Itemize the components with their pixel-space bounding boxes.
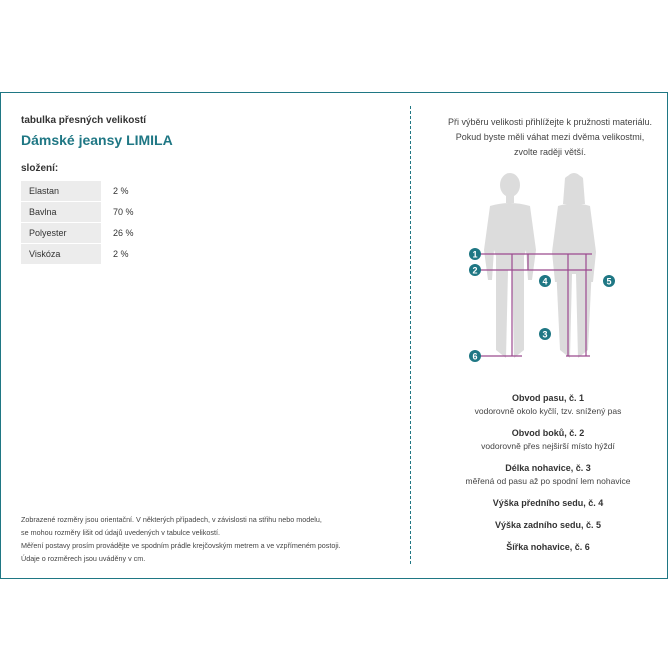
material-percent: 26 % bbox=[113, 228, 134, 238]
measurement-title: Šířka nohavice, č. 6 bbox=[506, 542, 590, 552]
measurement-title: Výška předního sedu, č. 4 bbox=[492, 498, 604, 508]
female-silhouette bbox=[552, 173, 596, 358]
material-name: Elastan bbox=[21, 181, 101, 202]
marker-4 bbox=[539, 275, 551, 287]
composition-row bbox=[21, 181, 134, 202]
measurement-description: měřená od pasu až po spodní lem nohavice bbox=[465, 476, 631, 486]
measurement-figure bbox=[462, 170, 622, 370]
material-name: Polyester bbox=[21, 223, 101, 244]
footnote-line: Měření postavy prosím provádějte ve spodním prádle krejčovským metrem a ve vzpřímeném postoji. bbox=[21, 541, 341, 550]
marker-2 bbox=[469, 264, 481, 276]
composition-heading: složení: bbox=[21, 163, 59, 174]
material-name: Viskóza bbox=[21, 244, 101, 265]
composition-table bbox=[21, 181, 134, 265]
footnote-line: Zobrazené rozměry jsou orientační. V některých případech, v závislosti na střihu nebo modelu, bbox=[21, 515, 322, 524]
footnote-line: se mohou rozměry lišit od údajů uvedených v tabulce velikostí. bbox=[21, 528, 220, 537]
svg-text:4: 4 bbox=[542, 276, 548, 287]
marker-6 bbox=[469, 350, 481, 362]
measurement-title: Délka nohavice, č. 3 bbox=[505, 463, 591, 473]
product-title: Dámské jeansy LIMILA bbox=[21, 132, 173, 148]
composition-row bbox=[21, 202, 134, 223]
marker-3 bbox=[539, 328, 551, 340]
footnote bbox=[21, 513, 341, 565]
svg-text:5: 5 bbox=[606, 276, 612, 287]
material-name: Bavlna bbox=[21, 202, 101, 223]
svg-text:3: 3 bbox=[542, 329, 548, 340]
svg-text:2: 2 bbox=[472, 265, 478, 276]
measurement-description: vodorovně okolo kyčlí, tzv. snížený pas bbox=[474, 406, 622, 416]
composition-row bbox=[21, 244, 134, 265]
svg-text:6: 6 bbox=[472, 351, 478, 362]
advice-line: Pokud byste měli váhat mezi dvěma velikostmi, bbox=[455, 132, 645, 142]
svg-text:1: 1 bbox=[472, 249, 478, 260]
marker-5 bbox=[603, 275, 615, 287]
marker-1 bbox=[469, 248, 481, 260]
material-percent: 2 % bbox=[113, 186, 129, 196]
advice-line: Při výběru velikosti přihlížejte k pružnosti materiálu. bbox=[447, 117, 653, 127]
measurement-title: Výška zadního sedu, č. 5 bbox=[494, 520, 602, 530]
measurement-legend bbox=[411, 392, 670, 554]
size-advice bbox=[411, 115, 670, 160]
chart-subtitle: tabulka přesných velikostí bbox=[21, 115, 147, 126]
measurement-title: Obvod boků, č. 2 bbox=[511, 428, 585, 438]
measurement-title: Obvod pasu, č. 1 bbox=[511, 393, 585, 403]
measurement-description: vodorovně přes nejširší místo hýždí bbox=[481, 441, 615, 451]
composition-row bbox=[21, 223, 134, 244]
material-percent: 70 % bbox=[113, 207, 134, 217]
material-percent: 2 % bbox=[113, 249, 129, 259]
advice-line: zvolte raději větší. bbox=[513, 147, 587, 157]
footnote-line: Údaje o rozměrech jsou uváděny v cm. bbox=[21, 554, 146, 563]
